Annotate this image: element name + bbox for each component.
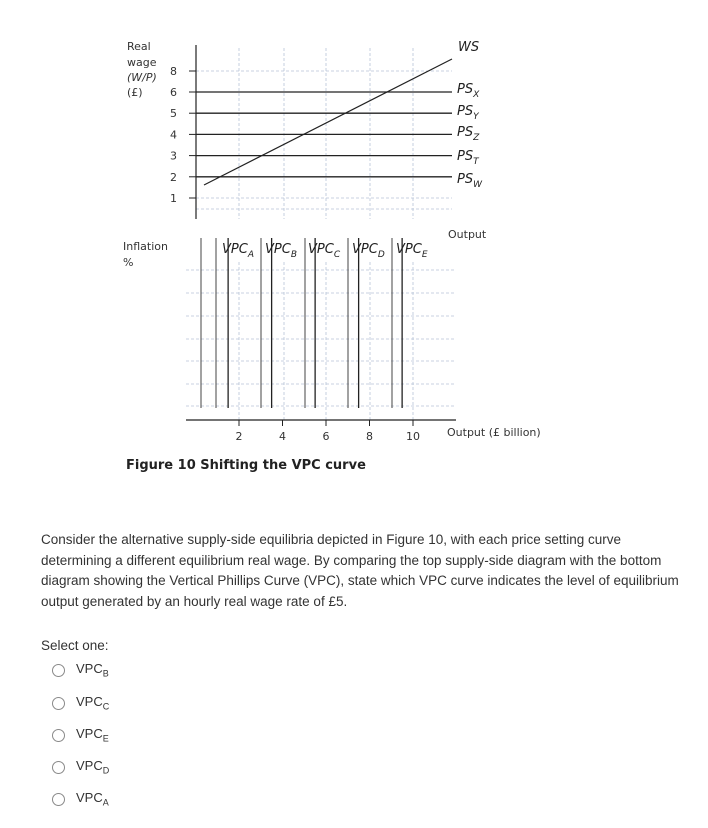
top-ylabel-line-2: wage xyxy=(127,56,157,69)
radio-button[interactable] xyxy=(52,697,65,710)
answer-option-label: $VPC_D$ xyxy=(76,758,110,776)
radio-button[interactable] xyxy=(52,729,65,742)
radio-button[interactable] xyxy=(52,793,65,806)
vpc-curves xyxy=(201,238,428,408)
radio-button[interactable] xyxy=(52,664,65,677)
bottom-x-tick-label: 4 xyxy=(279,430,286,443)
top-y-ticks xyxy=(170,65,196,205)
answer-option-label: $VPC_C$ xyxy=(76,694,110,712)
ws-label: WS xyxy=(458,40,480,55)
top-ylabel-line-4: (£) xyxy=(127,86,143,99)
top-y-tick-label: 8 xyxy=(170,65,177,78)
top-axis-labels xyxy=(127,40,157,99)
answer-option-label: $VPC_B$ xyxy=(76,661,109,679)
answer-option-label: $VPC_A$ xyxy=(76,790,109,808)
top-y-tick-label: 1 xyxy=(170,192,177,205)
radio-button[interactable] xyxy=(52,761,65,774)
vpc-label: $VPC_E$ xyxy=(396,242,428,260)
top-ylabel-line-1: Real xyxy=(127,40,151,53)
bottom-xlabel: Output (£ billion) xyxy=(447,426,541,439)
vpc-label: $VPC_D$ xyxy=(352,242,385,260)
vpc-label: $VPC_C$ xyxy=(308,242,341,260)
top-y-tick-label: 6 xyxy=(170,86,177,99)
ps-label: $PS_X$ xyxy=(457,82,480,100)
top-y-tick-label: 5 xyxy=(170,107,177,121)
answer-option[interactable] xyxy=(52,788,109,810)
ps-label: $PS_T$ xyxy=(457,149,479,167)
answer-option[interactable] xyxy=(52,692,109,714)
figure-caption: Figure 10 Shifting the VPC curve xyxy=(126,458,366,473)
question-text: Consider the alternative supply-side equilibria depicted in Figure 10, with each price setting curve determining a different equilibrium real wage. By comparing the top supply-side diagram with the bottom diagram showing the Vertical Phillips Curve (VPC), state which VPC curve indicates the level of equilibrium output generated by an hourly real wage rate of £5. xyxy=(41,532,679,609)
bottom-x-ticks xyxy=(236,420,421,443)
ps-label: $PS_Z$ xyxy=(457,125,480,143)
select-label: Select one: xyxy=(41,638,109,653)
ps-label: $PS_W$ xyxy=(457,172,482,190)
bottom-gridlines xyxy=(186,262,456,420)
answer-option-label: $VPC_E$ xyxy=(76,726,109,744)
top-y-tick-label: 2 xyxy=(170,170,177,184)
ws-curve xyxy=(204,59,452,185)
answer-option[interactable] xyxy=(52,659,109,681)
bottom-ylabel-line-2: % xyxy=(123,256,134,269)
bottom-ylabel-line-1: Inflation xyxy=(123,240,168,253)
answer-option[interactable] xyxy=(52,756,109,778)
top-ylabel-line-3: (W/P) xyxy=(127,71,157,84)
vpc-label: $VPC_A$ xyxy=(222,242,254,260)
answer-option[interactable] xyxy=(52,724,109,746)
top-y-tick-label: 3 xyxy=(170,149,177,163)
vpc-label: $VPC_B$ xyxy=(265,242,297,260)
bottom-x-tick-label: 2 xyxy=(235,430,243,443)
ps-label: $PS_Y$ xyxy=(457,104,479,122)
bottom-x-tick-label: 6 xyxy=(322,430,330,443)
bottom-x-tick-label: 8 xyxy=(366,430,373,443)
top-gridlines xyxy=(196,48,452,219)
bottom-x-tick-label: 10 xyxy=(406,430,420,443)
top-xlabel: Output xyxy=(448,228,487,241)
top-y-tick-label: 4 xyxy=(170,128,177,142)
